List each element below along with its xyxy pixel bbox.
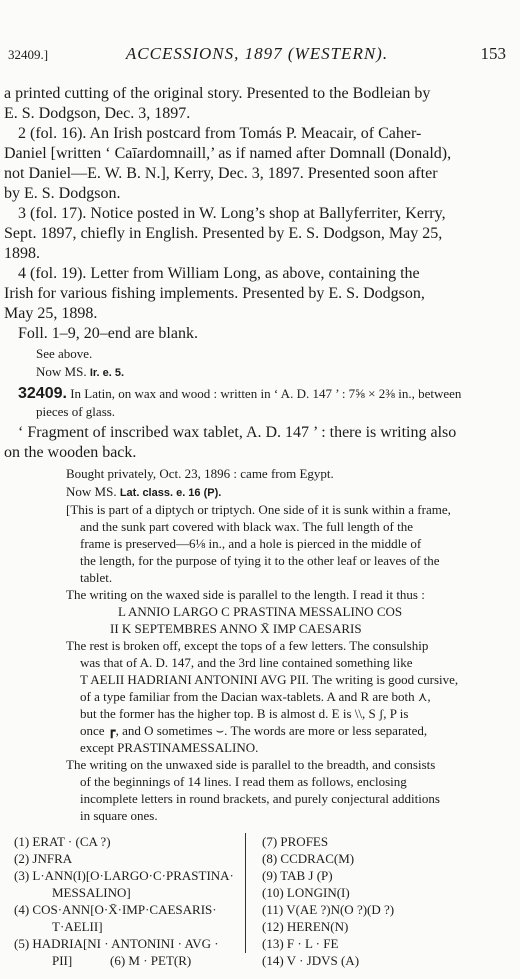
entry-description-cont: pieces of glass. xyxy=(36,404,116,419)
text-line: May 25, 1898. xyxy=(4,305,98,322)
entry-heading xyxy=(18,385,461,403)
entry-description: In Latin, on wax and wood : written in ‘ A. D. 147 ’ : 7⅝ × 2⅜ in., between xyxy=(66,386,462,401)
text-line: Irish for various fishing implements. Presented by E. S. Dodgson, xyxy=(4,285,425,302)
transcription-line: T·AELII] xyxy=(52,919,103,934)
note-line: once ┏, and O sometimes ⌣. The words are more or less separated, xyxy=(80,723,428,738)
text-line: 1898. xyxy=(4,245,40,262)
entry-number: 32409. xyxy=(18,385,67,402)
text-line: 3 (fol. 17). Notice posted in W. Long’s shop at Ballyferriter, Kerry, xyxy=(18,205,446,222)
text-line: Daniel [written ‘ Caīardomnaill,’ as if named after Domnall (Donald), xyxy=(4,145,452,162)
transcription-line: (2) JNFRA xyxy=(14,851,73,866)
note-line: the length, for the purpose of tying it to the other leaf or leaves of the xyxy=(80,553,440,568)
transcription-line: (3) L·ANN(I)[O·LARGO·C·PRASTINA· xyxy=(14,868,234,883)
transcription-line: (1) ERAT · (CA ?) xyxy=(14,834,111,849)
text-line: Foll. 1–9, 20–end are blank. xyxy=(18,325,198,342)
inscription-line: L ANNIO LARGO C PRASTINA MESSALINO COS xyxy=(118,604,403,619)
header-title: ACCESSIONS, 1897 (WESTERN). xyxy=(125,44,389,63)
note-line: tablet. xyxy=(80,570,113,585)
text-line: 2 (fol. 16). An Irish postcard from Tomás P. Meacair, of Caher- xyxy=(18,125,422,142)
note-line: incomplete letters in round brackets, and purely conjectural additions xyxy=(80,791,440,806)
text-line: not Daniel—E. W. B. N.], Kerry, Dec. 3, 1897. Presented soon after xyxy=(4,165,438,182)
note-line: except PRASTINAMESSALINO. xyxy=(80,740,259,755)
text-line: ‘ Fragment of inscribed wax tablet, A. D. 147 ’ : there is writing also xyxy=(18,424,457,441)
text-line: by E. S. Dodgson. xyxy=(4,185,121,202)
note-line: frame is preserved—6⅛ in., and a hole is pierced in the middle of xyxy=(80,536,422,551)
transcription-line: MESSALINO] xyxy=(52,885,131,900)
note-line: but the former has the higher top. B is almost d. E is \\, S ʃ, P is xyxy=(80,706,409,721)
transcription-line: (10) LONGIN(I) xyxy=(262,885,350,900)
transcription-line: (5) HADRIA[NI · ANTONINI · AVG · xyxy=(14,936,219,951)
note-line: in square ones. xyxy=(80,808,158,823)
note-line: T AELII HADRIANI ANTONINI AVG PII. The writing is good cursive, xyxy=(80,672,459,687)
shelfmark: Lat. class. e. 16 (P). xyxy=(119,487,222,499)
note-line: The writing on the unwaxed side is parallel to the breadth, and consists xyxy=(66,757,436,772)
text-line: 4 (fol. 19). Letter from William Long, as above, containing the xyxy=(18,265,420,282)
note-line: The writing on the waxed side is parallel to the length. I read it thus : xyxy=(66,587,425,602)
transcription-line: (4) COS·ANN[O·X̄·IMP·CAESARIS· xyxy=(14,902,217,917)
shelfmark: Ir. e. 5. xyxy=(89,367,125,379)
shelfmark-prefix: Now MS. xyxy=(36,364,90,379)
note-line: The rest is broken off, except the tops of a few letters. The consulship xyxy=(66,638,429,653)
note-line: of the beginnings of 14 lines. I read them as follows, enclosing xyxy=(80,774,407,789)
column-divider xyxy=(245,833,246,953)
transcription-line: (7) PROFES xyxy=(262,834,329,849)
note-line: and the sunk part covered with black wax. The full length of the xyxy=(80,519,413,534)
text-line: on the wooden back. xyxy=(4,444,137,461)
transcription-line: (6) M · PET(R) xyxy=(110,953,192,968)
transcription-line: (14) V · JDVS (A) xyxy=(262,953,360,968)
shelfmark-line xyxy=(66,484,221,500)
see-above-note: See above. xyxy=(36,346,93,361)
text-line: Sept. 1897, chiefly in English. Presented by E. S. Dodgson, May 25, xyxy=(4,225,443,242)
shelfmark-prefix: Now MS. xyxy=(66,484,120,499)
note-line: of a type familiar from the Dacian wax-tablets. A and R are both ⋏, xyxy=(80,689,431,704)
inscription-line: II K SEPTEMBRES ANNO X̄ IMP CAESARIS xyxy=(110,621,362,636)
transcription-line: (11) V(AE ?)N(O ?)(D ?) xyxy=(262,902,395,917)
transcription-line: (9) TAB J (P) xyxy=(262,868,333,883)
provenance-note: Bought privately, Oct. 23, 1896 : came from Egypt. xyxy=(66,466,334,481)
running-header xyxy=(8,44,506,66)
shelfmark-line xyxy=(36,364,124,380)
note-line: [This is part of a diptych or triptych. One side of it is sunk within a frame, xyxy=(66,502,451,517)
note-line: was that of A. D. 147, and the 3rd line contained something like xyxy=(80,655,413,670)
transcription-line: (8) CCDRAC(M) xyxy=(262,851,355,866)
text-line: a printed cutting of the original story. Presented to the Bodleian by xyxy=(4,85,431,102)
header-ref: 32409.] xyxy=(8,47,49,62)
page-number: 153 xyxy=(480,44,506,63)
text-line: E. S. Dodgson, Dec. 3, 1897. xyxy=(4,105,191,122)
transcription-line: (13) F · L · FE xyxy=(262,936,339,951)
transcription-line: PII] xyxy=(52,953,73,968)
transcription-line: (12) HEREN(N) xyxy=(262,919,349,934)
